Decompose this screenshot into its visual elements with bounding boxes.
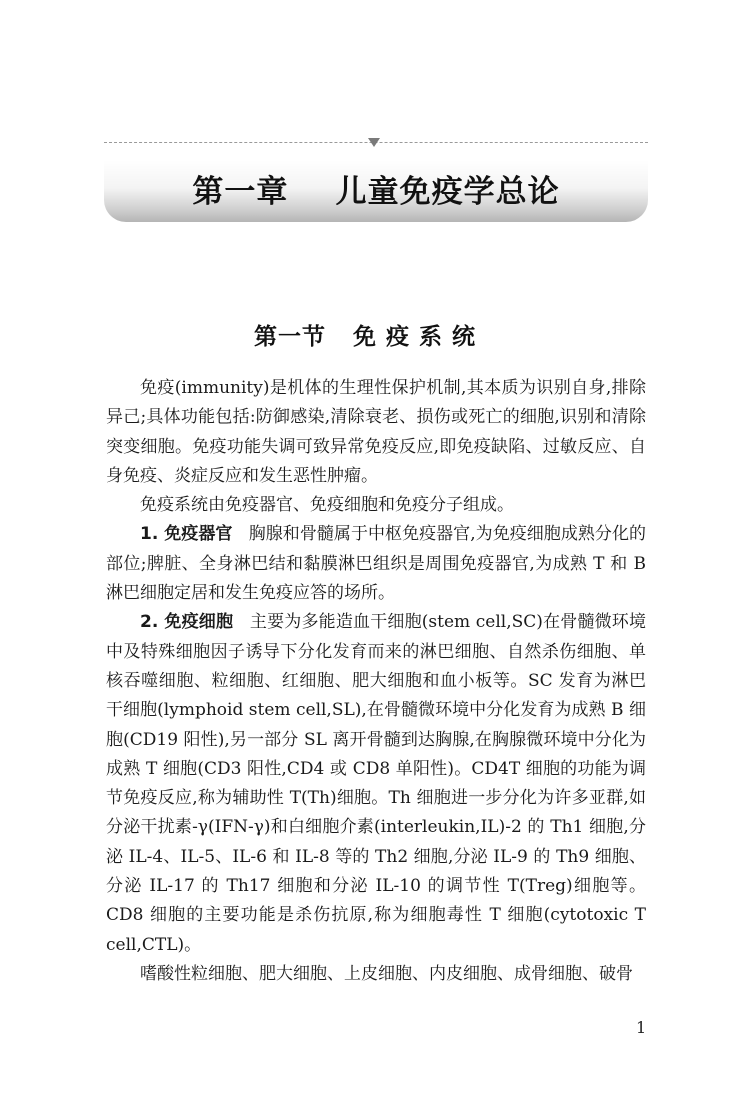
- body-text: [106, 374, 646, 989]
- paragraph-immune-cells: [106, 608, 646, 960]
- chapter-marker-triangle-icon: [368, 138, 380, 147]
- paragraph-immune-system-composition: 免疫系统由免疫器官、免疫细胞和免疫分子组成。: [140, 495, 514, 516]
- page-number: 1: [636, 1018, 647, 1037]
- immune-cells-heading: 2. 免疫细胞: [140, 612, 234, 633]
- immune-organs-text: 胸腺和骨髓属于中枢免疫器官,为免疫细胞成熟分化的部位;脾脏、全身淋巴结和黏膜淋巴组织是周围免疫器官,为成熟 T 和 B 淋巴细胞定居和发生免疫应答的场所。: [106, 524, 646, 604]
- paragraph-immunity-definition: 免疫(immunity)是机体的生理性保护机制,其本质为识别自身,排除异己;具体功能包括:防御感染,清除衰老、损伤或死亡的细胞,识别和清除突变细胞。免疫功能失调可致异常免疫反应,即免疫缺陷、过敏反应、自身免疫、炎症反应和发生恶性肿瘤。: [106, 378, 646, 486]
- paragraph-immune-organs: [106, 520, 646, 608]
- paragraph-other-cells: 嗜酸性粒细胞、肥大细胞、上皮细胞、内皮细胞、成骨细胞、破骨: [140, 963, 633, 984]
- immune-cells-text: 主要为多能造血干细胞(stem cell,SC)在骨髓微环境中及特殊细胞因子诱导下分化发育而来的淋巴细胞、自然杀伤细胞、单核吞噬细胞、粒细胞、红细胞、肥大细胞和血小板等。SC 发育为淋巴干细胞(lymphoid stem cell,SL),在骨髓微环境中分化发育为成熟 B 细胞(CD19 阳性),另一部分 SL 离开骨髓到达胸腺,在胸腺微环境中分化为成熟 T 细胞(CD3 阳性,CD4 或 CD8 单阳性)。CD4T 细胞的功能为调节免疫反应,称为辅助性 T(Th)细胞。Th 细胞进一步分化为许多亚群,如分泌干扰素-γ(IFN-γ)和白细胞介素(interleukin,IL)-2 的 Th1 细胞,分泌 IL-4、IL-5、IL-6 和 IL-8 等的 Th2 细胞,分泌 IL-9 的 Th9 细胞、分泌 IL-17 的 Th17 细胞和分泌 IL-10 的调节性 T(Treg)细胞等。CD8 细胞的主要功能是杀伤抗原,称为细胞毒性 T 细胞(cytotoxic T cell,CTL)。: [106, 612, 646, 955]
- chapter-title: 第一章 儿童免疫学总论: [192, 174, 560, 210]
- section-title: 第一节 免 疫 系 统: [253, 323, 477, 350]
- immune-organs-heading: 1. 免疫器官: [140, 524, 233, 545]
